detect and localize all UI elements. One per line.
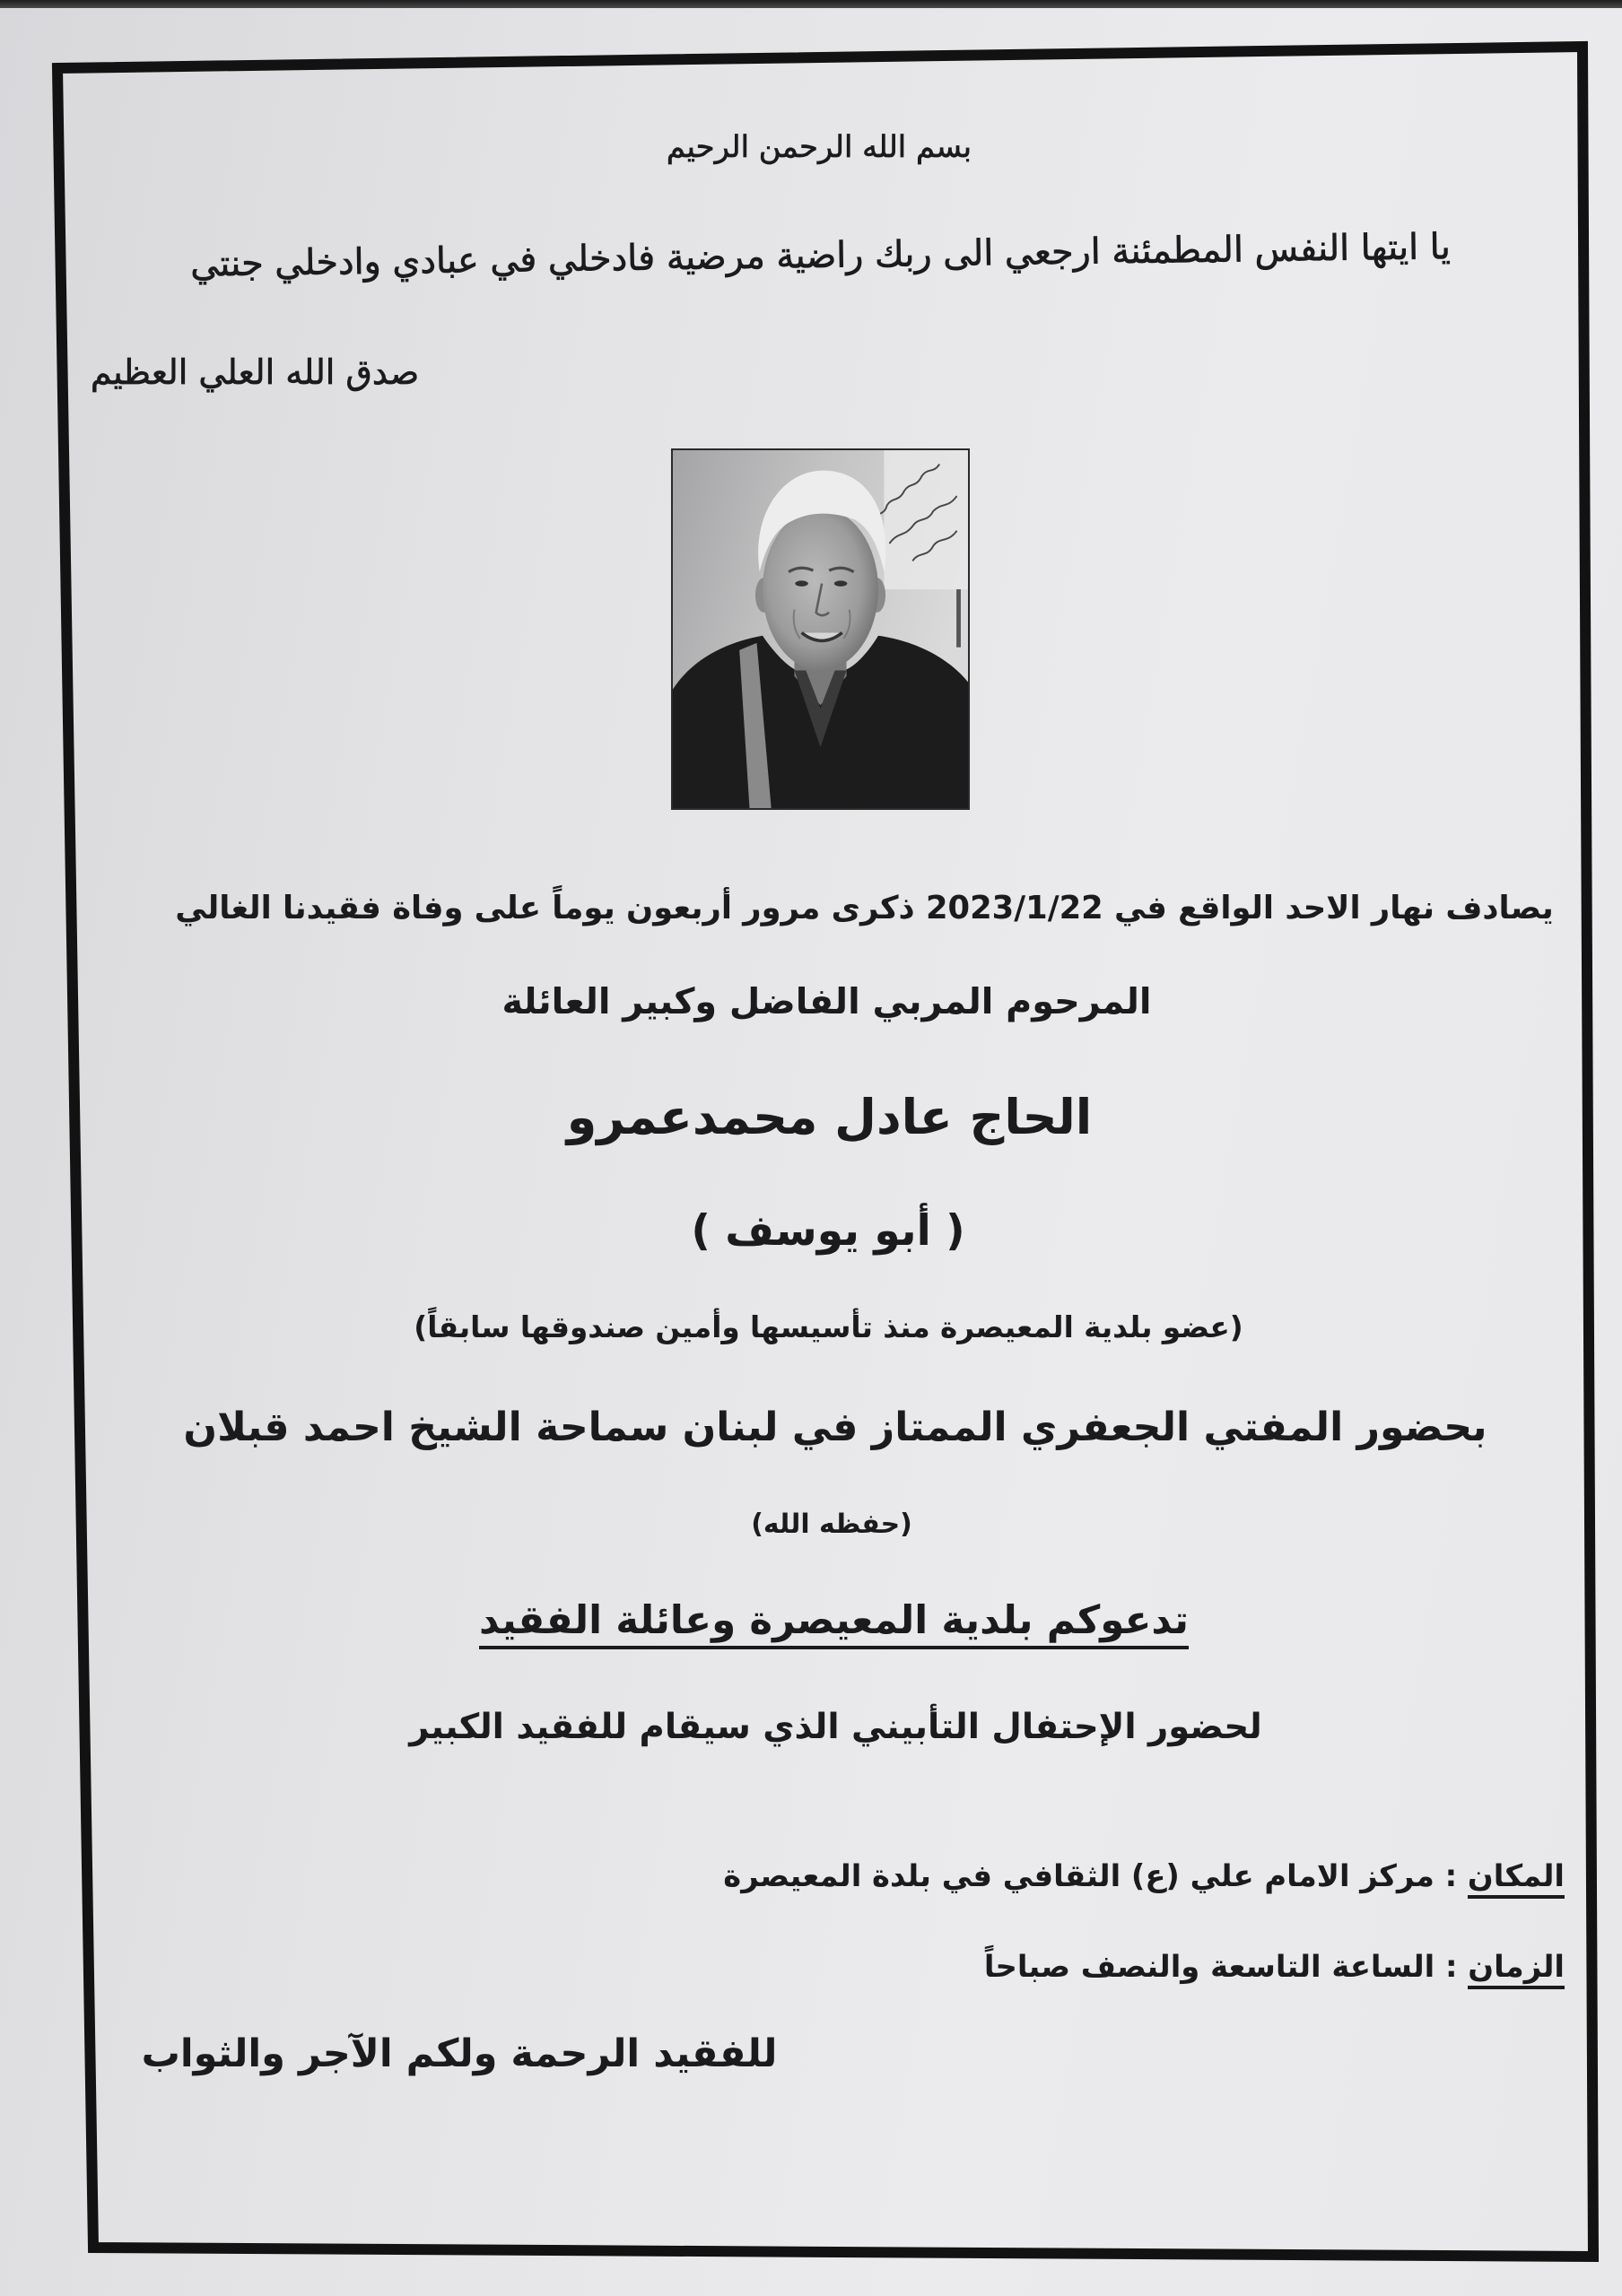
deceased-nickname-line [689, 1200, 967, 1263]
portrait-door-edge [956, 589, 961, 648]
portrait-eye-right [834, 580, 848, 586]
quran-verse-text: يا ايتها النفس المطمئنة ارجعي الى ربك راضية مرضية فادخلي في عبادي وادخلي جنتي [189, 226, 1452, 286]
verse-closing-text: صدق الله العلي العظيم [90, 352, 420, 393]
deceased-role-text: (عضو بلدية المعيصرة منذ تأسيسها وأمين صندوقها سابقاً) [414, 1310, 1243, 1345]
time-separator: : [1445, 1948, 1458, 1984]
time-label: الزمان [1468, 1949, 1565, 1989]
invitation-text: تدعوكم بلدية المعيصرة وعائلة الفقيد [479, 1597, 1189, 1649]
verse-closing-line [88, 352, 422, 395]
closing-condolence-line [136, 2025, 782, 2084]
place-detail-line [711, 1848, 1565, 1905]
time-detail-line [711, 1939, 1565, 1995]
invitation-line [474, 1587, 1194, 1659]
time-value: الساعة التاسعة والنصف صباحاً [983, 1948, 1435, 1984]
deceased-name-text: الحاج عادل محمدعمرو [566, 1088, 1093, 1145]
deceased-name-line [562, 1083, 1096, 1152]
purpose-text: لحضور الإحتفال التأبيني الذي سيقام للفقيد الكبير [409, 1706, 1262, 1747]
closing-condolence-text: للفقيد الرحمة ولكم الآجر والثواب [141, 2031, 778, 2077]
deceased-title-text: المرحوم المربي الفاضل وكبير العائلة [501, 981, 1152, 1023]
presence-text: بحضور المفتي الجعفري الممتاز في لبنان سماحة الشيخ احمد قبلان [183, 1404, 1487, 1450]
place-detail [723, 1858, 1565, 1895]
presence-line [173, 1394, 1497, 1462]
memorial-intro-line [164, 883, 1565, 934]
place-value: مركز الامام علي (ع) الثقافي في بلدة المعيصرة [723, 1857, 1435, 1893]
deceased-role-line [407, 1302, 1250, 1354]
time-detail [984, 1949, 1565, 1986]
memorial-intro-text: يصادف نهار الاحد الواقع في 2023/1/22 ذكرى مرور أربعون يوماً على وفاة فقيدنا الغالي [175, 889, 1554, 926]
deceased-title-line [497, 978, 1156, 1028]
place-separator: : [1444, 1857, 1458, 1893]
portrait-wall-light [884, 450, 968, 589]
blessing-text: (حفظه الله) [751, 1509, 912, 1541]
deceased-nickname-text: ( أبو يوسف ) [691, 1205, 965, 1256]
basmala-line [664, 126, 974, 169]
portrait-photo [671, 448, 970, 810]
blessing-line [750, 1501, 913, 1548]
portrait-image [673, 450, 968, 808]
portrait-eye-left [795, 580, 808, 586]
place-label: المكان [1468, 1858, 1565, 1899]
basmala-text: بسم الله الرحمن الرحيم [666, 128, 972, 164]
purpose-line [403, 1698, 1269, 1757]
